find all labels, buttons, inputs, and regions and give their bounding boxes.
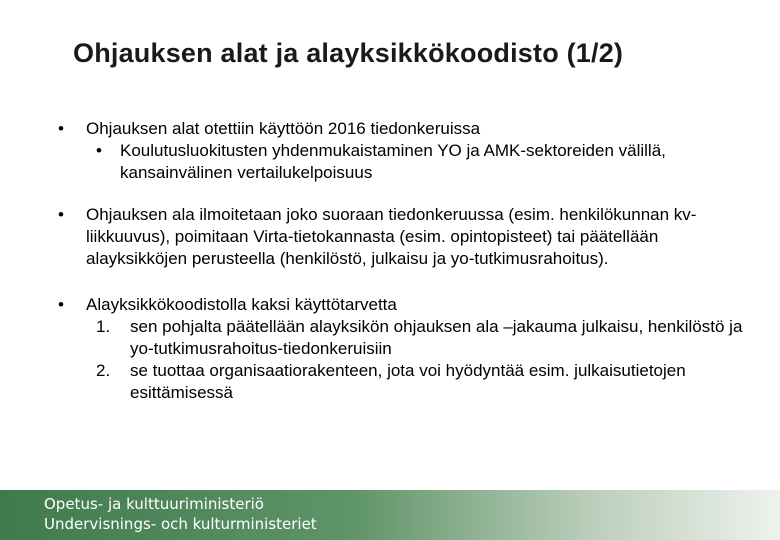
bullet-dot: • <box>58 205 64 224</box>
sub-bullet-item <box>56 140 756 184</box>
numbered-text: se tuottaa organisaatiorakenteen, jota voi hyödyntää esim. julkaisutietojen esittämisessä <box>130 361 686 402</box>
numbered-text: sen pohjalta päätellään alayksikön ohjauksen ala –jakauma julkaisu, henkilöstö ja yo-tutkimusrahoitus-tiedonkeruisiin <box>130 317 743 358</box>
item-number: 1. <box>96 317 111 336</box>
bullet-text: Alayksikkökoodistolla kaksi käyttötarvetta <box>86 295 397 314</box>
bullet-text: Ohjauksen ala ilmoitetaan joko suoraan tiedonkeruussa (esim. henkilökunnan kv-liikkuuvus), poimitaan Virta-tietokannasta (esim. opintopisteet) tai päätellään alayksikköjen perusteella (henkilöstö, julkaisu ja yo-tutkimusrahoitus). <box>86 205 697 268</box>
bullet-dot: • <box>58 295 64 314</box>
bullet-item <box>56 118 756 140</box>
bullet-item <box>56 294 756 316</box>
slide-title: Ohjauksen alat ja alayksikkökoodisto (1/2) <box>73 38 624 68</box>
ministry-name-swedish: Undervisnings- och kulturministeriet <box>44 515 317 533</box>
item-number: 2. <box>96 361 111 380</box>
bullet-dot: • <box>58 119 64 138</box>
numbered-item <box>56 360 756 404</box>
bullet-dot: • <box>96 141 102 160</box>
bullet-item <box>56 204 756 270</box>
footer-banner <box>0 490 780 540</box>
slide-body <box>56 118 756 404</box>
numbered-item <box>56 316 756 360</box>
bullet-text: Ohjauksen alat otettiin käyttöön 2016 tiedonkeruissa <box>86 119 481 138</box>
sub-bullet-text: Koulutusluokitusten yhdenmukaistaminen YO ja AMK-sektoreiden välillä, kansainvälinen vertailukelpoisuus <box>120 141 666 182</box>
ministry-name-finnish: Opetus- ja kulttuuriministeriö <box>44 495 264 513</box>
